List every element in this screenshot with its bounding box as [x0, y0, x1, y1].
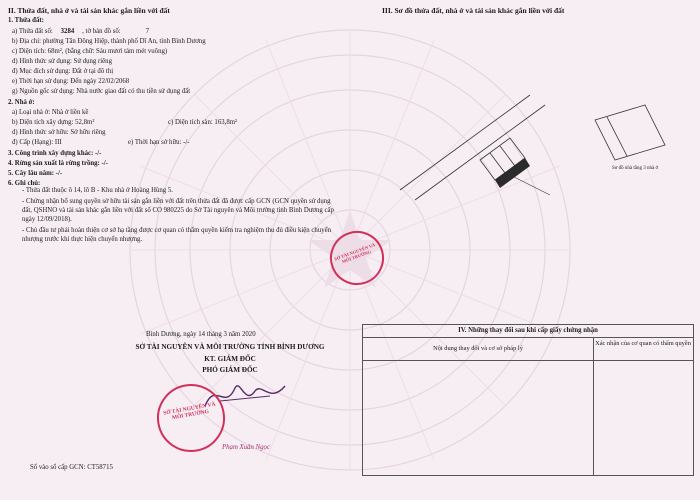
official-seal: SỞ TÀI NGUYÊN VÀ MÔI TRƯỜNG [152, 379, 231, 458]
ownership-form-line: d) Hình thức sở hữu: Sở hữu riêng [12, 129, 106, 136]
note-item: - Thửa đất thuộc ô 14, lô B - Khu nhà ở Hoàng Hùng 5. [22, 187, 173, 194]
note-item: - Chứng nhận bổ sung quyền sở hữu tài sản gắn liền với đất trên thửa đất đã được cấp GCN (GCN quyền sử dụng đất, QSHNO và tài sản khác gắn liền với đất số CO 980225 do Sở Tài nguyên và Môi trường tỉnh Bình Dương cấp ngày 12/09/2018). [22, 198, 334, 223]
map-sheet-value: 7 [145, 28, 150, 35]
house-type-line: a) Loại nhà ở: Nhà ở liền kề [12, 109, 89, 116]
use-purpose-line: đ) Mục đích sử dụng: Đất ở tại đô thị [12, 68, 114, 75]
changes-table-title: IV. Những thay đổi sau khi cấp giấy chứng nhận [363, 325, 693, 338]
kt-director-title: KT. GIÁM ĐỐC [204, 355, 256, 363]
floor-plan-diagram [585, 100, 675, 170]
house-grade-line: đ) Cấp (Hạng): III [12, 139, 62, 146]
section-6-heading: 6. Ghi chú: [8, 180, 41, 187]
changes-col-confirmation: Xác nhận của cơ quan có thẩm quyền [595, 340, 691, 347]
building-area-line: b) Diện tích xây dựng: 52,8m² [12, 119, 95, 126]
deputy-director-title: PHÓ GIÁM ĐỐC [202, 366, 258, 374]
floor-plan-caption: Sơ đồ nhà tầng 3 nhà ở [612, 166, 659, 171]
section-iii-title: III. Sơ đồ thửa đất, nhà ở và tài sản khác gắn liền với đất [382, 6, 565, 15]
changes-table-header [363, 338, 693, 361]
section-1-heading: 1. Thửa đất: [8, 17, 44, 24]
section-4-line: 4. Rừng sản xuất là rừng trồng: -/- [8, 160, 108, 167]
parcel-number-label: a) Thửa đất số: [12, 28, 53, 35]
area-line: c) Diện tích: 68m², (bằng chữ: Sáu mươi tám mét vuông) [12, 48, 168, 55]
note-item: - Chủ đầu tư phải hoàn thiện cơ sở hạ tầng được cơ quan có thẩm quyền kiểm tra nghiệm thu đủ điều kiện chuyển nhượng trước khi thực hiện chuyển nhượng. [22, 227, 332, 243]
changes-table [362, 324, 694, 476]
sign-date: Bình Dương, ngày 14 tháng 3 năm 2020 [146, 331, 256, 338]
parcel-diagram [380, 80, 560, 210]
section-5-line: 5. Cây lâu năm: -/- [8, 170, 63, 177]
parcel-number-line [8, 29, 172, 36]
signer-name: Phạm Xuân Ngọc [222, 444, 270, 451]
ownership-term-line: e) Thời hạn sở hữu: -/- [128, 139, 190, 146]
table-divider [593, 361, 594, 475]
use-term-line: e) Thời hạn sử dụng: Đến ngày 22/02/2068 [12, 78, 130, 85]
parcel-number-value: 3284 [60, 28, 75, 35]
notes-block [22, 186, 342, 246]
floor-area-line: c) Diện tích sàn: 163,8m² [168, 119, 238, 126]
registry-serial: Số vào sổ cấp GCN: CT58715 [30, 464, 113, 471]
section-3-line: 3. Công trình xây dựng khác: -/- [8, 150, 102, 157]
section-ii-title: II. Thửa đất, nhà ở và tài sản khác gắn liền với đất [8, 6, 170, 15]
issuing-organization: SỞ TÀI NGUYÊN VÀ MÔI TRƯỜNG TỈNH BÌNH DƯƠNG [135, 343, 325, 351]
section-2-heading: 2. Nhà ở: [8, 99, 35, 106]
changes-col-content: Nội dung thay đổi và cơ sở pháp lý [363, 338, 594, 360]
address-line: b) Địa chỉ: phường Tân Đông Hiệp, thành phố Dĩ An, tỉnh Bình Dương [12, 38, 206, 45]
use-origin-line: g) Nguồn gốc sử dụng: Nhà nước giao đất có thu tiền sử dụng đất [12, 88, 191, 95]
overlap-seal: SỞ TÀI NGUYÊN VÀ MÔI TRƯỜNG [322, 223, 391, 292]
map-sheet-label: , tờ bản đồ số: [82, 28, 121, 35]
use-form-line: d) Hình thức sử dụng: Sử dụng riêng [12, 58, 112, 65]
